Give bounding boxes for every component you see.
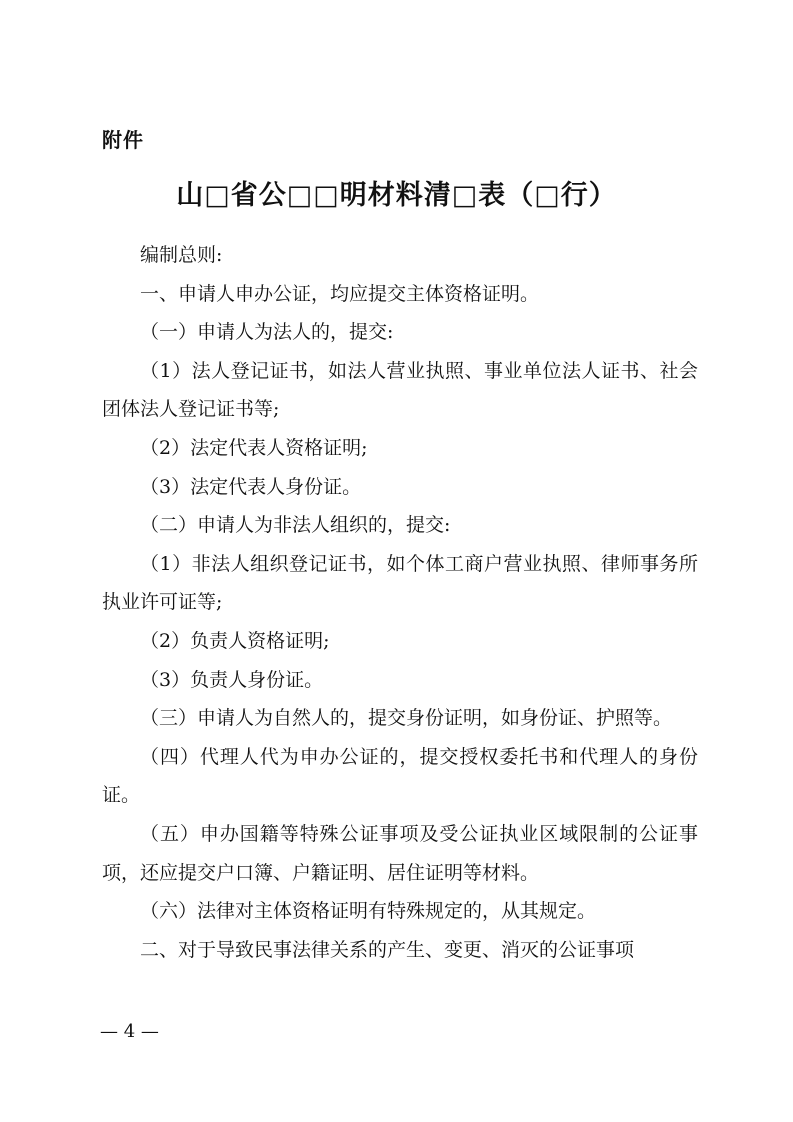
attachment-label: 附件	[102, 128, 144, 152]
document-title: 山□省公□□明材料清□表（□行）	[176, 180, 617, 211]
paragraph-section-2: 二、对于导致民事法律关系的产生、变更、消灭的公证事项	[140, 938, 635, 961]
paragraph-section-1: 一、申请人申办公证，均应提交主体资格证明。	[140, 282, 540, 305]
paragraph-unincorporated-item-2: （2）负责人资格证明;	[140, 629, 330, 652]
paragraph-legal-person-item-3: （3）法定代表人身份证。	[140, 475, 362, 498]
paragraph-special-law: （六）法律对主体资格证明有特殊规定的，从其规定。	[140, 900, 597, 923]
document-body	[102, 236, 698, 969]
paragraph-unincorporated-item-3: （3）负责人身份证。	[140, 668, 324, 691]
paragraph-general-rules: 编制总则:	[140, 244, 223, 266]
paragraph-special-matters: （五）申办国籍等特殊公证事项及受公证执业区域限制的公证事项，还应提交户口簿、户籍证明、居住证明等材料。	[102, 822, 698, 884]
paragraph-natural-person: （三）申请人为自然人的，提交身份证明，如身份证、护照等。	[140, 707, 673, 730]
paragraph-unincorporated-item-1: （1）非法人组织登记证书，如个体工商户营业执照、律师事务所执业许可证等;	[102, 552, 698, 614]
paragraph-legal-person-item-1: （1）法人登记证书，如法人营业执照、事业单位法人证书、社会团体法人登记证书等;	[102, 359, 698, 421]
page-number: — 4 —	[100, 1021, 159, 1042]
paragraph-agent: （四）代理人代为申办公证的，提交授权委托书和代理人的身份证。	[102, 745, 698, 807]
paragraph-unincorporated-org: （二）申请人为非法人组织的，提交:	[140, 514, 451, 537]
paragraph-legal-person: （一）申请人为法人的，提交:	[140, 321, 394, 344]
paragraph-legal-person-item-2: （2）法定代表人资格证明;	[140, 436, 368, 459]
